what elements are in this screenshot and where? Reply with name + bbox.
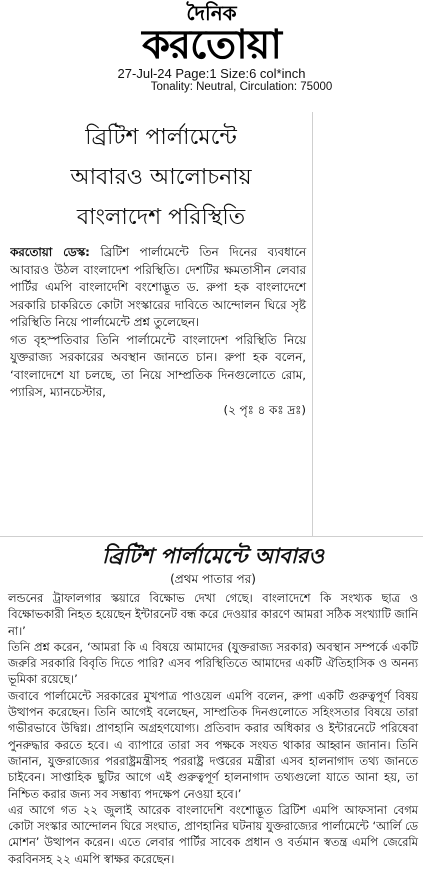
continued-paragraph-1: লন্ডনের ট্রাফালগার স্কয়ারে বিক্ষোভ দেখা গেছে। বাংলাদেশে কি সংখ্যক ছাত্র ও বিক্ষোভকারী নিহত হয়েছেন ইন্টারনেট বন্ধ করে দেওয়ার কারণে আমরা সঠিক সংখ্যাটি জানি না।’ [8, 591, 418, 638]
paragraph-1: ব্রিটিশ পার্লামেন্টে তিন দিনের ব্যবধানে আবারও উঠল বাংলাদেশ পরিস্থিতি। দেশটির ক্ষমতাসীন লেবার পার্টির এমপি বাংলাদেশি বংশোদ্ভূত ড. রুপা হক বাংলাদেশে সরকারি চাকরিতে কোটা সংস্কারের দাবিতে আন্দোলন ঘিরে সৃষ্ট পরিস্থিতি নিয়ে পার্লামেন্টে প্রশ্ন তুলেছেন। [10, 245, 306, 329]
continued-body [8, 590, 418, 867]
paragraph-2: গত বৃহস্পতিবার তিনি পার্লামেন্টে বাংলাদেশ পরিস্থিতি নিয়ে যুক্তরাজ্য সরকারের অবস্থান জানতে চান। রুপা হক বলেন, ‘বাংলাদেশে যা চলছে, তা নিয়ে সাম্প্রতিক দিনগুলোতে রোম, প্যারিস, ম্যানচেস্টার, [10, 332, 306, 399]
masthead [0, 0, 423, 66]
clip-info: 27-Jul-24 Page:1 Size:6 col*inch [117, 66, 306, 81]
headline-line-3: বাংলাদেশ পরিস্থিতি [76, 205, 246, 230]
article-body [10, 244, 312, 419]
continued-headline: ব্রিটিশ পার্লামেন্টে আবারও [102, 544, 324, 568]
continued-article [8, 538, 418, 867]
continued-from-label: (প্রথম পাতার পর) [170, 572, 256, 586]
masthead-daily: দৈনিক [186, 1, 237, 25]
article-headline [10, 118, 312, 238]
headline-line-2: আবারও আলোচনায় [70, 165, 252, 190]
clip-tonality: Tonality: Neutral, Circulation: 75000 [150, 81, 333, 93]
clip-metadata [0, 66, 423, 94]
continued-paragraph-4: এর আগে গত ২২ জুলাই আরেক বাংলাদেশি বংশোদ্ভূত ব্রিটিশ এমপি আফসানা বেগম কোটা সংস্কার আন্দোলন ঘিরে সংঘাত, প্রাণহানির ঘটনায় যুক্তরাজ্যের পার্লামেন্টে ‘আর্লি ডে মোশন’ উত্থাপন করেন। এতে লেবার পার্টির সাবেক প্রধান ও বর্তমান স্বতন্ত্র এমপি জেরেমি করবিনসহ ২২ এমপি স্বাক্ষর করেছেন। [8, 802, 418, 866]
headline-line-1: ব্রিটিশ পার্লামেন্টে [85, 125, 237, 150]
continued-paragraph-2: তিনি প্রশ্ন করেন, ‘আমরা কি এ বিষয়ে আমাদের (যুক্তরাজ্য সরকার) অবস্থান সম্পর্কে একটি জরুরি সরকারি বিবৃতি দিতে পারি? এসব পরিস্থিতিতে আমাদের একটি ঐতিহাসিক ও অনন্য ভূমিকা রয়েছে।’ [8, 639, 418, 687]
continuation-note: (২ পৃঃ ৪ কঃ দ্রঃ) [223, 402, 306, 417]
masthead-title: করতোয়া [142, 22, 281, 68]
dateline: করতোয়া ডেস্ক: [10, 245, 90, 259]
front-page-article [10, 112, 313, 536]
continued-paragraph-3: জবাবে পার্লামেন্টে সরকারের মুখপাত্র পাওয়েল এমপি বলেন, রুপা একটি গুরুত্বপূর্ণ বিষয় উত্থাপন করেছেন। তিনি আগেই বলেছেন, সাম্প্রতিক দিনগুলোতে সহিংসতার বিষয়ে তারা গভীরভাবে উদ্বিগ্ন। প্রাণহানি অগ্রহণযোগ্য। প্রতিবাদ করার অধিকার ও ইন্টারনেটে পরিষেবা পুনরুদ্ধার করতে হবে। এ ব্যাপারে তারা সব পক্ষকে সংযত থাকার আহ্বান জানান। তিনি জানান, যুক্তরাজ্যের পররাষ্ট্রমন্ত্রীসহ পররাষ্ট্র দপ্তরের মন্ত্রীরা এসব হালনাগাদ তথ্য জানতে চাইবেন। সাপ্তাহিক ছুটির আগে এই গুরুত্বপূর্ণ হালনাগাদ তথ্যগুলো যাতে আনা হয়, তা নিশ্চিত করার জন্য সব সম্ভাব্য পদক্ষেপ নেওয়া হবে।’ [8, 688, 418, 801]
section-divider [0, 536, 423, 537]
